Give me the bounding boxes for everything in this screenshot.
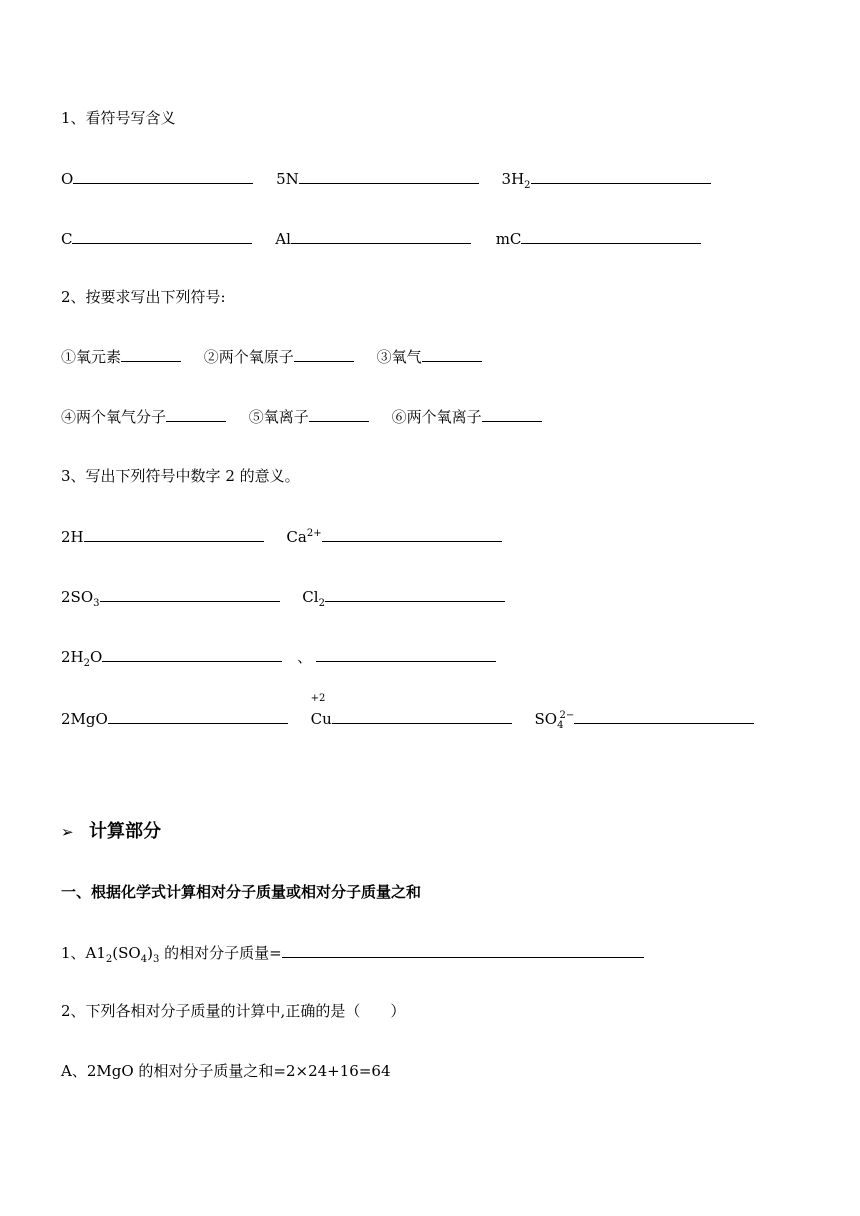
symbol-3h2: $3H_2$ [501,170,531,191]
section3-row3 [61,646,496,669]
symbol-5n: 5N [276,170,299,188]
answer-blank[interactable] [422,346,482,362]
answer-blank[interactable] [482,406,542,422]
section3-title: 3、写出下列符号中数字 2 的意义。 [61,467,300,485]
answer-blank[interactable] [121,346,181,362]
answer-blank[interactable] [325,586,505,602]
answer-blank[interactable] [108,708,288,724]
answer-blank[interactable] [72,228,252,244]
symbol-so4-ion: $SO_4^{2-}$ [534,710,575,731]
symbol-2so3: $2SO_3$ [61,588,100,609]
item-two-oxygen-atoms: ②两个氧原子 [203,348,294,366]
question-1: 1、$A1_2(SO_4)_3$ 的相对分子质量= [61,942,644,962]
answer-blank[interactable] [282,942,644,958]
answer-blank[interactable] [521,228,701,244]
section1-row2 [61,228,701,248]
item-oxygen-element: ①氧元素 [61,348,122,366]
calc-heading: ➢ 计算部分 [61,821,161,842]
item-two-oxygen-molecules: ④两个氧气分子 [61,408,167,426]
section2-row2 [61,406,542,426]
answer-blank[interactable] [316,646,496,662]
symbol-2mgo: 2MgO [61,710,108,728]
answer-blank[interactable] [531,168,711,184]
section2-row1 [61,346,482,366]
answer-blank[interactable] [84,526,264,542]
symbol-c: C [61,230,73,248]
answer-blank[interactable] [322,526,502,542]
item-oxygen-ion: ⑤氧离子 [248,408,309,426]
section1-title: 1、看符号写含义 [61,109,176,127]
symbol-2h: 2H [61,528,84,546]
answer-blank[interactable] [299,168,479,184]
symbol-ca2plus: $Ca^{2+}$ [286,528,322,546]
section3-row4 [61,693,754,731]
answer-blank[interactable] [291,228,471,244]
answer-blank[interactable] [309,406,369,422]
symbol-2h2o: $2H_2O$ [61,648,103,669]
arrow-bullet-icon: ➢ [61,823,74,841]
answer-blank[interactable] [574,708,754,724]
answer-blank[interactable] [294,346,354,362]
separator-mark: 、 [297,648,313,666]
item-oxygen-gas: ③氧气 [376,348,422,366]
symbol-cu-valence: +2 Cu [310,693,332,728]
answer-blank[interactable] [102,646,282,662]
section3-row2 [61,586,505,609]
answer-blank[interactable] [100,586,280,602]
section2-title: 2、按要求写出下列符号: [61,288,226,306]
section3-row1 [61,526,502,546]
answer-blank[interactable] [332,708,512,724]
symbol-o: O [61,170,74,188]
section1-row1 [61,168,711,191]
item-two-oxygen-ions: ⑥两个氧离子 [391,408,482,426]
answer-blank[interactable] [73,168,253,184]
question-2: 2、下列各相对分子质量的计算中,正确的是（ ） [61,1002,406,1020]
option-a: A、2MgO 的相对分子质量之和=2×24+16=64 [61,1062,391,1080]
symbol-al: Al [275,230,291,248]
calc-subheading: 一、根据化学式计算相对分子质量或相对分子质量之和 [61,883,422,901]
answer-blank[interactable] [166,406,226,422]
symbol-mc: mC [495,230,522,248]
symbol-cl2: $Cl_2$ [302,588,325,609]
